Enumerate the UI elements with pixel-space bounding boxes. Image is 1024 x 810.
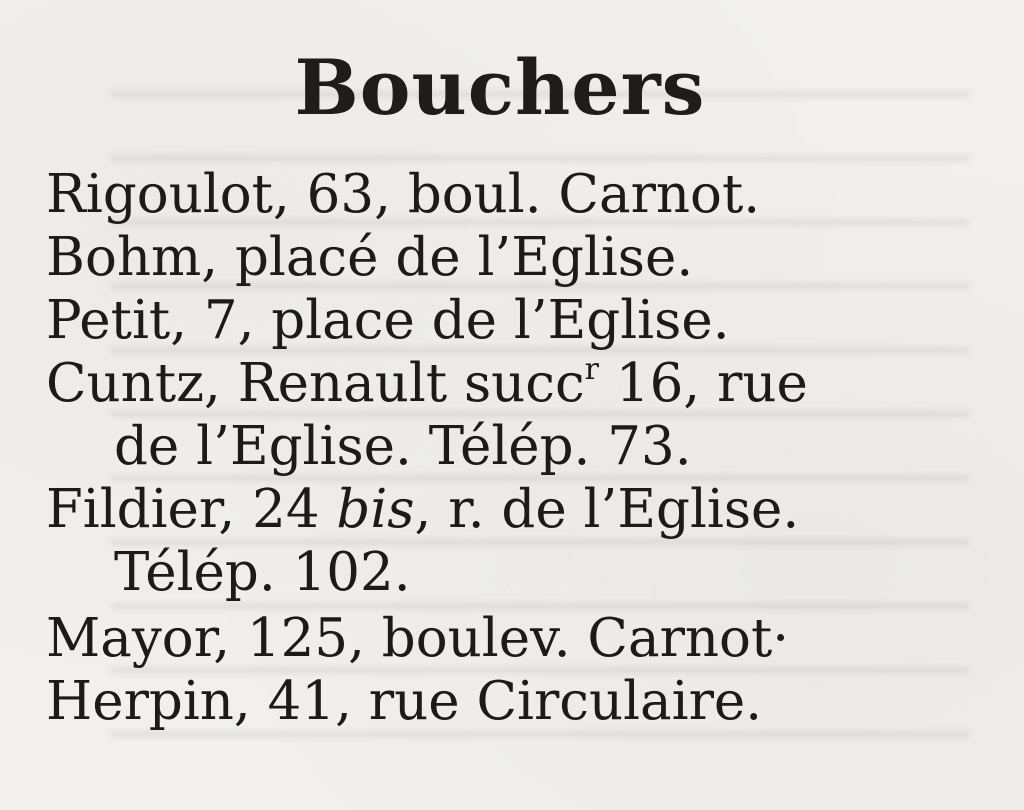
entry-text: 16, rue [599, 353, 808, 414]
entry-text: Fildier, 24 [46, 479, 337, 540]
list-item: Petit, 7, place de l’Eglise. [46, 290, 730, 351]
superscript-abbrev: r [584, 352, 600, 387]
entry-text: , r. de l’Eglise. [414, 479, 800, 540]
italic-text: bis [336, 479, 415, 540]
list-item: Rigoulot, 63, boul. Carnot. [46, 164, 761, 225]
butchers-list [46, 163, 996, 733]
list-item [46, 478, 996, 541]
entry-text: Cuntz, Renault succ [46, 353, 585, 414]
section-title: Bouchers [294, 43, 706, 132]
list-item-continuation: de l’Eglise. Télép. 73. [114, 416, 692, 477]
list-item [46, 352, 996, 415]
list-item-continuation: Télép. 102. [114, 542, 411, 603]
list-item: Mayor, 125, boulev. Carnot· [46, 608, 790, 669]
list-item: Bohm, placé de l’Eglise. [46, 227, 694, 288]
list-item: Herpin, 41, rue Circulaire. [46, 671, 763, 732]
